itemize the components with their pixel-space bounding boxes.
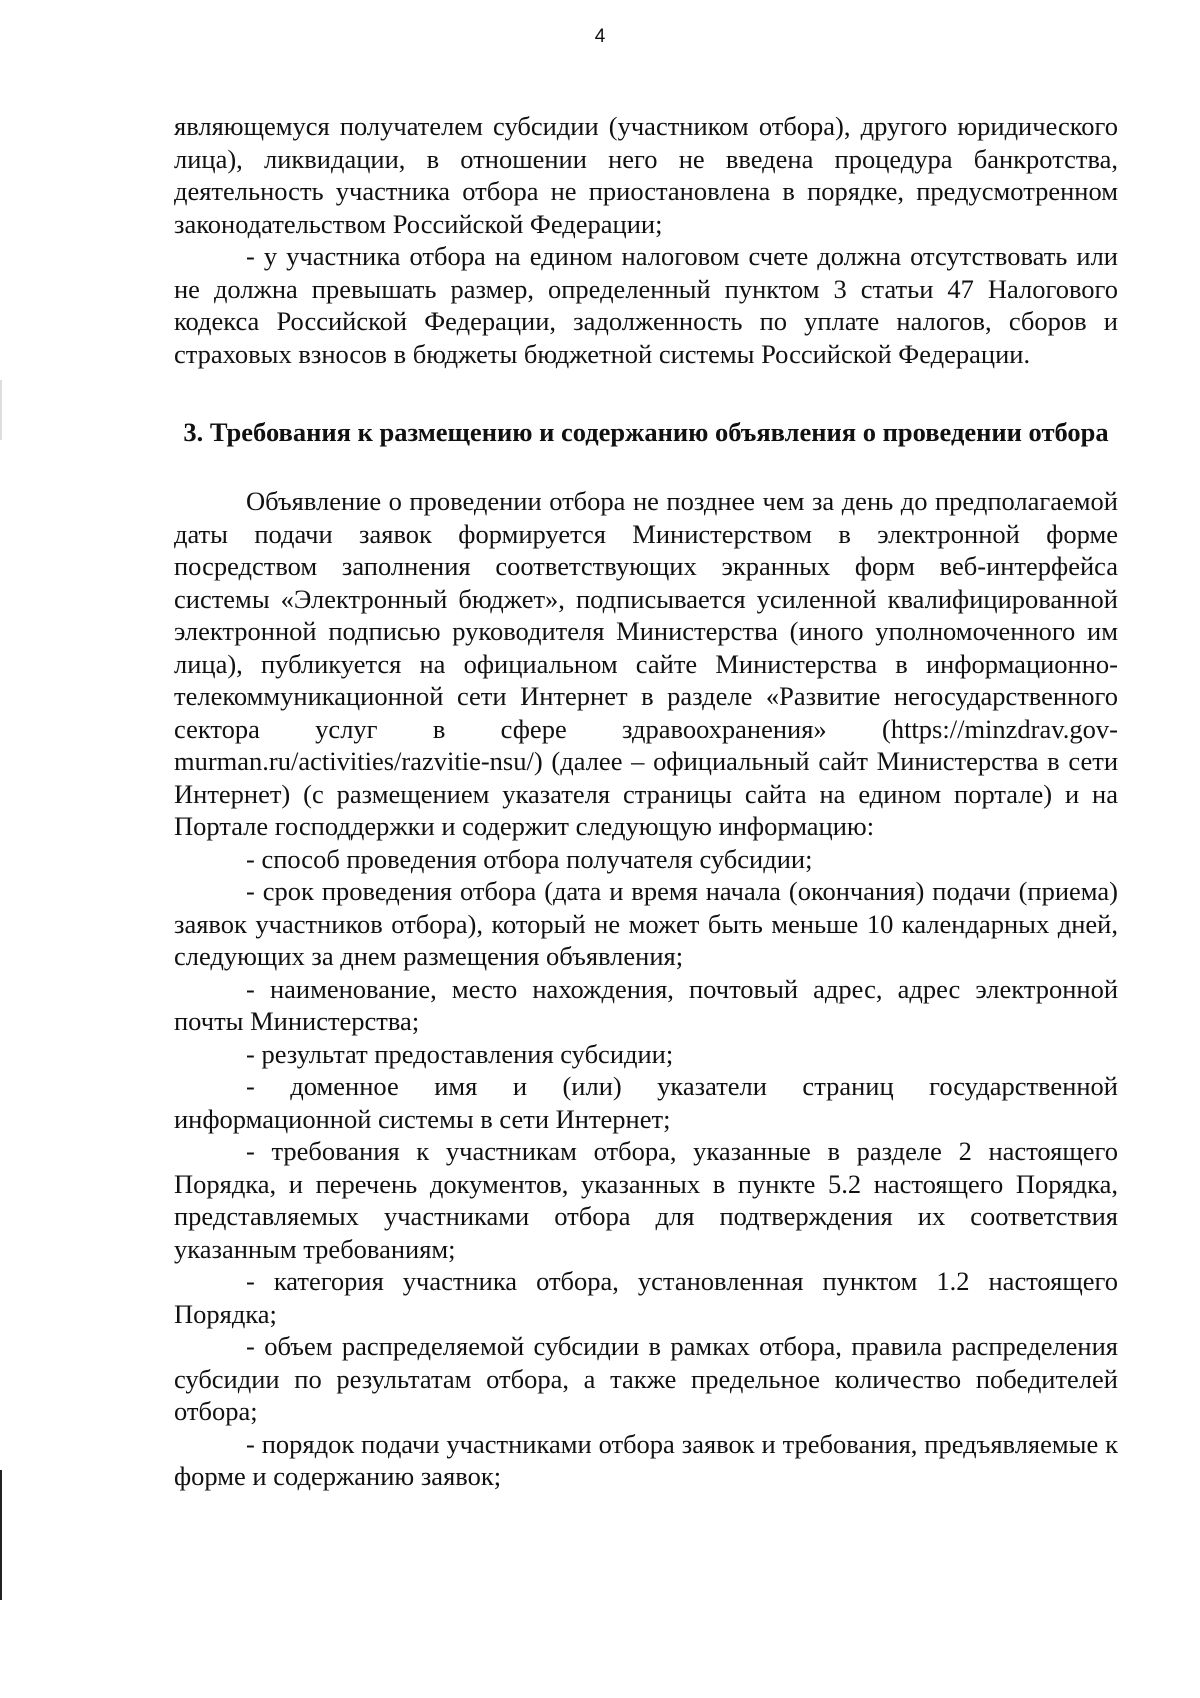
list-item: - категория участника отбора, установленная пунктом 1.2 настоящего Порядка; (174, 1266, 1118, 1329)
section-heading: 3. Требования к размещению и содержанию объявления о проведении отбора (183, 417, 1109, 447)
scan-edge-mark-top (0, 380, 2, 440)
paragraph: Объявление о проведении отбора не позднее чем за день до предполагаемой даты подачи заявок формируется Министерством в электронной форме посредством заполнения соответствующих экранных форм веб-интерфейса системы «Электронный бюджет», подписывается усиленной квалифицированной электронной подписью руководителя Министерства (иного уполномоченного им лица), публикуется на официальном сайте Министерства в информационно-телекоммуникационной сети Интернет в разделе «Развитие негосударственного сектора услуг в сфере здравоохранения» (https://minzdrav.gov-murman.ru/activities/razvitie-nsu/) (далее – официальный сайт Министерства в сети Интернет) (с размещением указателя страницы сайта на едином портале) и на Портале господдержки и содержит следующую информацию: (174, 486, 1118, 841)
page-number: 4 (594, 26, 606, 47)
document-body (174, 110, 1118, 1493)
paragraph: - у участника отбора на едином налоговом счете должна отсутствовать или не должна превышать размер, определенный пунктом 3 статьи 47 Налогового кодекса Российской Федерации, задолженность по уплате налогов, сборов и страховых взносов в бюджеты бюджетной системы Российской Федерации. (174, 241, 1118, 369)
list-item: - способ проведения отбора получателя субсидии; (246, 843, 813, 874)
list-item: - доменное имя и (или) указатели страниц государственной информационной системы в сети Интернет; (174, 1071, 1118, 1134)
list-item: - порядок подачи участниками отбора заявок и требования, предъявляемые к форме и содержанию заявок; (174, 1428, 1118, 1491)
list-item: - результат предоставления субсидии; (246, 1038, 674, 1069)
paragraph: являющемуся получателем субсидии (участником отбора), другого юридического лица), ликвидации, в отношении него не введена процедура банкротства, деятельность участника отбора не приостановлена в порядке, предусмотренном законодательством Российской Федерации; (174, 111, 1118, 239)
list-item: - срок проведения отбора (дата и время начала (окончания) подачи (приема) заявок участников отбора), который не может быть меньше 10 календарных дней, следующих за днем размещения объявления; (174, 876, 1118, 971)
list-item: - требования к участникам отбора, указанные в разделе 2 настоящего Порядка, и перечень документов, указанных в пункте 5.2 настоящего Порядка, представляемых участниками отбора для подтверждения их соответствия указанным требованиям; (174, 1136, 1118, 1264)
scan-edge-mark-bottom (0, 1470, 2, 1600)
list-item: - объем распределяемой субсидии в рамках отбора, правила распределения субсидии по результатам отбора, а также предельное количество победителей отбора; (174, 1331, 1118, 1426)
list-item: - наименование, место нахождения, почтовый адрес, адрес электронной почты Министерства; (174, 973, 1118, 1036)
